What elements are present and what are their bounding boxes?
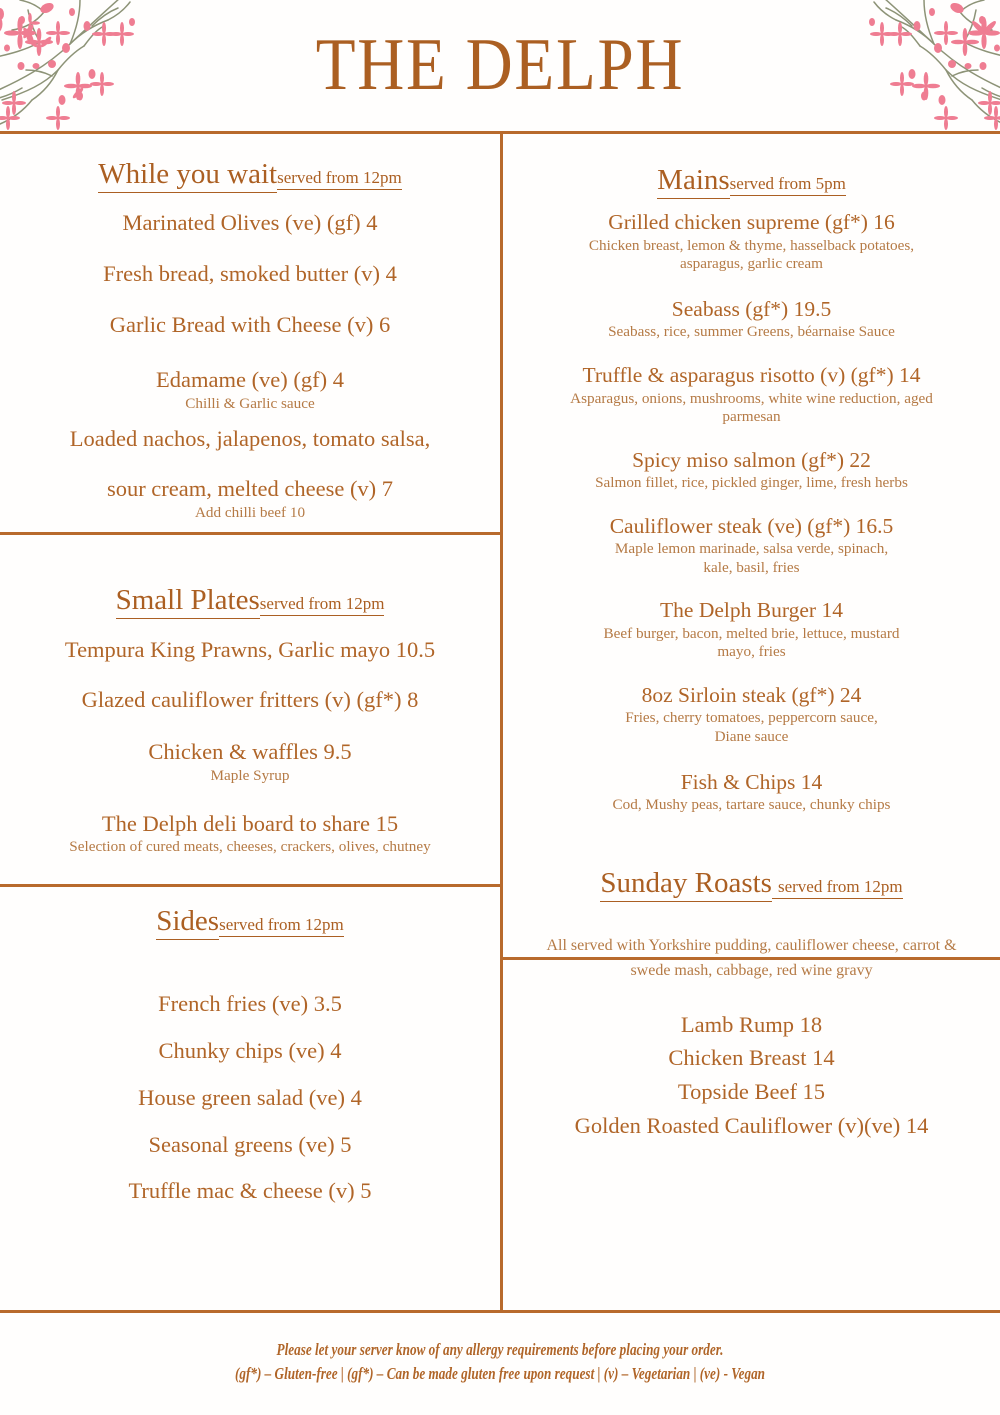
menu-item: [0, 1037, 500, 1066]
menu-item: [0, 738, 500, 785]
menu-item-description: Fries, cherry tomatoes, peppercorn sauce, Diane sauce: [625, 709, 878, 745]
section-title: Small Plates: [116, 584, 260, 619]
menu-item-description: Beef burger, bacon, melted brie, lettuce, mustard mayo, fries: [603, 624, 900, 661]
menu-item-description: Seabass, rice, summer Greens, béarnaise Sauce: [608, 323, 895, 341]
menu-item: [0, 990, 500, 1019]
menu-item-name: Grilled chicken supreme (gf*) 16: [608, 210, 895, 235]
menu-item-name: Truffle & asparagus risotto (v) (gf*) 14: [582, 363, 921, 388]
menu-item: [503, 513, 1000, 578]
menu-item: [503, 769, 1000, 815]
menu-item-description: Asparagus, onions, mushrooms, white wine reduction, aged parmesan: [570, 389, 933, 426]
menu-item-name: Glazed cauliflower fritters (v) (gf*) 8: [81, 687, 419, 713]
menu-item: [503, 296, 1000, 342]
menu-item-name: Edamame (ve) (gf) 4: [155, 366, 345, 392]
menu-item: [503, 1011, 1000, 1040]
menu-item-description: Maple lemon marinade, salsa verde, spinach, kale, basil, fries: [614, 540, 889, 576]
menu-column-right: [503, 134, 1000, 1141]
menu-item: [503, 209, 1000, 274]
section-served-time: served from 12pm: [260, 594, 385, 616]
section-title: Sunday Roasts: [600, 867, 772, 902]
menu-item-name: 8oz Sirloin steak (gf*) 24: [641, 682, 862, 707]
menu-item-name: Garlic Bread with Cheese (v) 6: [109, 311, 391, 337]
menu-footer: [0, 1338, 1000, 1386]
menu-item-name: Fish & Chips 14: [680, 769, 823, 794]
menu-item-description: Chicken breast, lemon & thyme, hasselback potatoes, asparagus, garlic cream: [588, 236, 915, 273]
section-heading-small-plates: [0, 584, 500, 617]
menu-item-description: Salmon fillet, rice, pickled ginger, lime, fresh herbs: [595, 474, 908, 492]
section-while-you-wait: [0, 134, 500, 522]
section-served-time: served from 5pm: [730, 174, 846, 196]
section-served-time: served from 12pm: [277, 168, 402, 190]
menu-item: [0, 1084, 500, 1113]
menu-item-name: French fries (ve) 3.5: [158, 991, 342, 1017]
menu-item-name: Fresh bread, smoked butter (v) 4: [103, 261, 397, 287]
menu-item-name: Chicken Breast 14: [668, 1045, 835, 1071]
menu-item: [0, 810, 500, 857]
menu-item-name: Cauliflower steak (ve) (gf*) 16.5: [609, 513, 894, 538]
menu-item: [0, 636, 500, 665]
menu-item: [0, 260, 500, 289]
menu-column-left: [0, 134, 500, 1206]
section-small-plates: [0, 522, 500, 857]
section-sunday-roasts: [503, 815, 1000, 1141]
menu-item-name: Topside Beef 15: [677, 1079, 826, 1105]
menu-item-name: Spicy miso salmon (gf*) 22: [632, 447, 871, 472]
section-intro-text: All served with Yorkshire pudding, cauliflower cheese, carrot & swede mash, cabbage, red wine gravy: [546, 936, 957, 979]
menu-item: [0, 311, 500, 340]
menu-item-name: Chunky chips (ve) 4: [158, 1037, 342, 1063]
menu-item-name: Seabass (gf*) 19.5: [671, 296, 832, 321]
menu-item-description: Chilli & Garlic sauce: [185, 394, 315, 412]
menu-item: [0, 686, 500, 715]
menu-item-name: sour cream, melted cheese (v) 7: [106, 475, 394, 501]
menu-item: [0, 209, 500, 238]
menu-item: [503, 447, 1000, 493]
menu-item-description: Cod, Mushy peas, tartare sauce, chunky chips: [612, 796, 891, 814]
menu-item: [503, 362, 1000, 427]
section-title: Sides: [156, 905, 219, 940]
menu-item-name: Tempura King Prawns, Garlic mayo 10.5: [64, 636, 436, 662]
menu-item: [0, 475, 500, 522]
section-title: Mains: [657, 164, 730, 199]
section-served-time: served from 12pm: [219, 915, 344, 937]
menu-item: [503, 597, 1000, 662]
menu-item: [503, 1112, 1000, 1141]
dietary-key: (gf*) – Gluten-free | (gf*) – Can be made gluten free upon request | (v) – Vegetarian | (ve) - Vegan: [234, 1363, 766, 1383]
menu-item-name: The Delph Burger 14: [660, 598, 843, 623]
menu-item-description: Selection of cured meats, cheeses, crackers, olives, chutney: [69, 838, 431, 856]
menu-item: [503, 1044, 1000, 1073]
menu-item: [0, 425, 500, 454]
menu-item-name: Loaded nachos, jalapenos, tomato salsa,: [69, 426, 431, 452]
menu-item: [0, 1131, 500, 1160]
menu-header: [0, 0, 1000, 131]
section-heading-while-you-wait: [0, 158, 500, 191]
menu-item-description: Add chilli beef 10: [194, 503, 306, 521]
menu-item-name: Marinated Olives (ve) (gf) 4: [122, 210, 378, 236]
section-heading-sunday-roasts: [503, 867, 1000, 900]
section-served-time: served from 12pm: [772, 877, 903, 899]
menu-item-description: Maple Syrup: [210, 766, 290, 784]
menu-item-name: Lamb Rump 18: [680, 1011, 823, 1037]
menu-item: [0, 1177, 500, 1206]
menu-item-name: Truffle mac & cheese (v) 5: [128, 1178, 372, 1204]
menu-item-name: The Delph deli board to share 15: [101, 810, 399, 836]
menu-item-name: Seasonal greens (ve) 5: [148, 1131, 352, 1157]
menu-item-name: Chicken & waffles 9.5: [148, 739, 352, 765]
menu-item: [503, 682, 1000, 747]
section-heading-mains: [503, 164, 1000, 197]
section-title: While you wait: [98, 158, 277, 193]
menu-item-name: Golden Roasted Cauliflower (v)(ve) 14: [574, 1112, 929, 1138]
section-sides: [0, 857, 500, 1206]
allergy-notice: Please let your server know of any allergy requirements before placing your order.: [276, 1340, 724, 1359]
section-heading-sides: [0, 905, 500, 938]
menu-item-name: House green salad (ve) 4: [138, 1084, 362, 1110]
page-title: THE DELPH: [315, 24, 685, 106]
menu-item: [503, 1078, 1000, 1107]
section-mains: [503, 134, 1000, 815]
menu-item: [0, 366, 500, 413]
